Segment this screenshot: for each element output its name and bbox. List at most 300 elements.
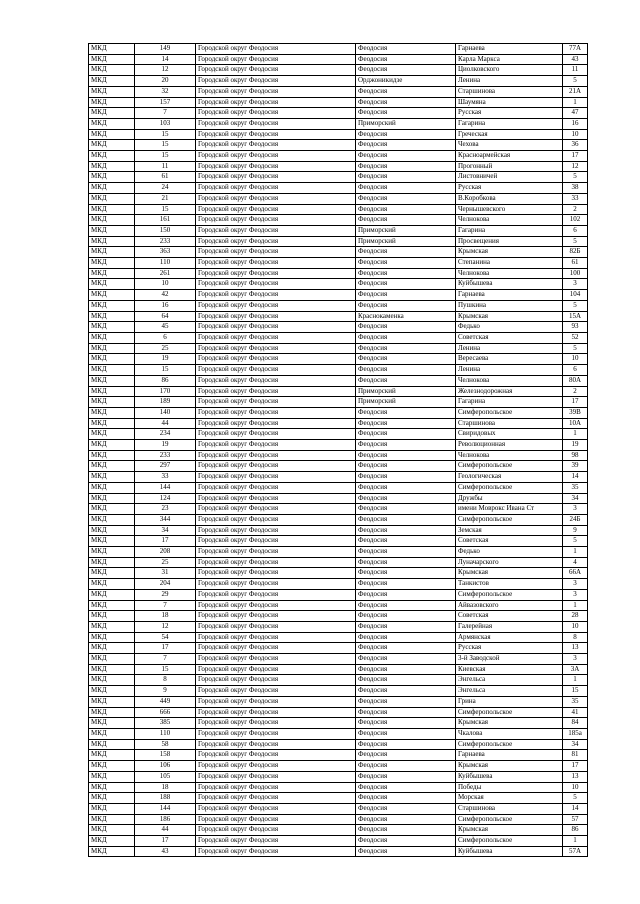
house-cell: 3 (563, 654, 588, 665)
table-row (89, 782, 588, 793)
house-cell: 10 (563, 129, 588, 140)
type-cell: МКД (89, 718, 135, 729)
type-cell: МКД (89, 632, 135, 643)
table-row (89, 793, 588, 804)
house-cell: 93 (563, 322, 588, 333)
street-cell: Гагарина (456, 225, 563, 236)
street-cell: Симферопольское (456, 739, 563, 750)
street-cell: Ленина (456, 76, 563, 87)
number-cell: 6 (135, 332, 196, 343)
number-cell: 157 (135, 97, 196, 108)
number-cell: 19 (135, 354, 196, 365)
number-cell: 20 (135, 76, 196, 87)
type-cell: МКД (89, 568, 135, 579)
type-cell: МКД (89, 375, 135, 386)
locality-cell: Феодосия (356, 354, 456, 365)
number-cell: 19 (135, 440, 196, 451)
house-cell: 15 (563, 686, 588, 697)
house-cell: 35 (563, 482, 588, 493)
locality-cell: Феодосия (356, 761, 456, 772)
table-row (89, 525, 588, 536)
number-cell: 17 (135, 836, 196, 847)
house-cell: 10 (563, 782, 588, 793)
district-cell: Городской округ Феодосия (196, 654, 356, 665)
number-cell: 25 (135, 557, 196, 568)
street-cell: Айвазовского (456, 600, 563, 611)
house-cell: 80А (563, 375, 588, 386)
locality-cell: Феодосия (356, 643, 456, 654)
district-cell: Городской округ Феодосия (196, 215, 356, 226)
number-cell: 297 (135, 461, 196, 472)
house-cell: 185а (563, 729, 588, 740)
locality-cell: Феодосия (356, 782, 456, 793)
table-row (89, 268, 588, 279)
house-cell: 82Б (563, 247, 588, 258)
street-cell: Куйбышева (456, 846, 563, 857)
locality-cell: Феодосия (356, 836, 456, 847)
district-cell: Городской округ Феодосия (196, 236, 356, 247)
type-cell: МКД (89, 664, 135, 675)
number-cell: 9 (135, 686, 196, 697)
district-cell: Городской округ Феодосия (196, 429, 356, 440)
house-cell: 86 (563, 825, 588, 836)
type-cell: МКД (89, 129, 135, 140)
house-cell: 66А (563, 568, 588, 579)
locality-cell: Феодосия (356, 611, 456, 622)
type-cell: МКД (89, 225, 135, 236)
house-cell: 3 (563, 589, 588, 600)
number-cell: 44 (135, 418, 196, 429)
number-cell: 15 (135, 204, 196, 215)
type-cell: МКД (89, 236, 135, 247)
house-cell: 13 (563, 771, 588, 782)
district-cell: Городской округ Феодосия (196, 225, 356, 236)
table-row (89, 739, 588, 750)
number-cell: 14 (135, 54, 196, 65)
street-cell: Энгельса (456, 686, 563, 697)
table-row (89, 589, 588, 600)
number-cell: 261 (135, 268, 196, 279)
number-cell: 150 (135, 225, 196, 236)
locality-cell: Феодосия (356, 729, 456, 740)
type-cell: МКД (89, 279, 135, 290)
house-cell: 38 (563, 183, 588, 194)
number-cell: 15 (135, 365, 196, 376)
type-cell: МКД (89, 504, 135, 515)
house-cell: 1 (563, 600, 588, 611)
street-cell: Симферопольское (456, 589, 563, 600)
locality-cell: Феодосия (356, 621, 456, 632)
street-cell: Симферопольское (456, 707, 563, 718)
district-cell: Городской округ Феодосия (196, 332, 356, 343)
street-cell: Луначарского (456, 557, 563, 568)
type-cell: МКД (89, 654, 135, 665)
house-cell: 14 (563, 803, 588, 814)
house-cell: 6 (563, 225, 588, 236)
number-cell: 161 (135, 215, 196, 226)
district-cell: Городской округ Феодосия (196, 247, 356, 258)
district-cell: Городской округ Феодосия (196, 76, 356, 87)
district-cell: Городской округ Феодосия (196, 718, 356, 729)
table-row (89, 461, 588, 472)
house-cell: 10 (563, 621, 588, 632)
house-cell: 6 (563, 365, 588, 376)
district-cell: Городской округ Феодосия (196, 750, 356, 761)
number-cell: 233 (135, 236, 196, 247)
type-cell: МКД (89, 696, 135, 707)
number-cell: 17 (135, 643, 196, 654)
table-row (89, 557, 588, 568)
district-cell: Городской округ Феодосия (196, 514, 356, 525)
district-cell: Городской округ Феодосия (196, 204, 356, 215)
house-cell: 5 (563, 300, 588, 311)
street-cell: Русская (456, 108, 563, 119)
locality-cell: Феодосия (356, 493, 456, 504)
house-cell: 47 (563, 108, 588, 119)
locality-cell: Феодосия (356, 332, 456, 343)
number-cell: 58 (135, 739, 196, 750)
locality-cell: Феодосия (356, 97, 456, 108)
table-row (89, 258, 588, 269)
type-cell: МКД (89, 675, 135, 686)
type-cell: МКД (89, 44, 135, 55)
district-cell: Городской округ Феодосия (196, 472, 356, 483)
type-cell: МКД (89, 525, 135, 536)
table-row (89, 621, 588, 632)
house-cell: 39 (563, 461, 588, 472)
number-cell: 234 (135, 429, 196, 440)
street-cell: Челнокова (456, 215, 563, 226)
locality-cell: Феодосия (356, 172, 456, 183)
district-cell: Городской округ Феодосия (196, 86, 356, 97)
house-cell: 16 (563, 118, 588, 129)
street-cell: Морская (456, 793, 563, 804)
street-cell: Чкалова (456, 729, 563, 740)
type-cell: МКД (89, 429, 135, 440)
table-row (89, 236, 588, 247)
house-cell: 104 (563, 290, 588, 301)
locality-cell: Феодосия (356, 514, 456, 525)
table-row (89, 322, 588, 333)
number-cell: 103 (135, 118, 196, 129)
type-cell: МКД (89, 300, 135, 311)
district-cell: Городской округ Феодосия (196, 643, 356, 654)
locality-cell: Феодосия (356, 183, 456, 194)
table-row (89, 803, 588, 814)
district-cell: Городской округ Феодосия (196, 54, 356, 65)
district-cell: Городской округ Феодосия (196, 118, 356, 129)
street-cell: Степанина (456, 258, 563, 269)
type-cell: МКД (89, 258, 135, 269)
street-cell: Симферопольское (456, 461, 563, 472)
table-row (89, 204, 588, 215)
table-row (89, 600, 588, 611)
house-cell: 3 (563, 504, 588, 515)
table-row (89, 482, 588, 493)
locality-cell: Феодосия (356, 440, 456, 451)
house-cell: 5 (563, 536, 588, 547)
table-row (89, 407, 588, 418)
number-cell: 54 (135, 632, 196, 643)
locality-cell: Феодосия (356, 579, 456, 590)
number-cell: 21 (135, 193, 196, 204)
locality-cell: Феодосия (356, 718, 456, 729)
district-cell: Городской округ Феодосия (196, 664, 356, 675)
house-cell: 98 (563, 450, 588, 461)
district-cell: Городской округ Феодосия (196, 375, 356, 386)
house-cell: 12 (563, 161, 588, 172)
district-cell: Городской округ Феодосия (196, 279, 356, 290)
type-cell: МКД (89, 140, 135, 151)
street-cell: Победы (456, 782, 563, 793)
district-cell: Городской округ Феодосия (196, 729, 356, 740)
locality-cell: Феодосия (356, 632, 456, 643)
house-cell: 1 (563, 429, 588, 440)
locality-cell: Краснокаменка (356, 311, 456, 322)
type-cell: МКД (89, 836, 135, 847)
number-cell: 15 (135, 140, 196, 151)
street-cell: Прогонный (456, 161, 563, 172)
street-cell: Свиридовых (456, 429, 563, 440)
district-cell: Городской округ Феодосия (196, 525, 356, 536)
table-row (89, 729, 588, 740)
type-cell: МКД (89, 65, 135, 76)
number-cell: 170 (135, 386, 196, 397)
type-cell: МКД (89, 493, 135, 504)
table-row (89, 814, 588, 825)
table-row (89, 493, 588, 504)
type-cell: МКД (89, 611, 135, 622)
district-cell: Городской округ Феодосия (196, 354, 356, 365)
district-cell: Городской округ Феодосия (196, 97, 356, 108)
locality-cell: Феодосия (356, 279, 456, 290)
table-row (89, 825, 588, 836)
table-row (89, 472, 588, 483)
table-row (89, 643, 588, 654)
type-cell: МКД (89, 322, 135, 333)
street-cell: Русская (456, 643, 563, 654)
house-cell: 61 (563, 258, 588, 269)
table-row (89, 129, 588, 140)
table-row (89, 696, 588, 707)
number-cell: 363 (135, 247, 196, 258)
type-cell: МКД (89, 354, 135, 365)
locality-cell: Феодосия (356, 525, 456, 536)
type-cell: МКД (89, 589, 135, 600)
table-row (89, 375, 588, 386)
number-cell: 61 (135, 172, 196, 183)
district-cell: Городской округ Феодосия (196, 161, 356, 172)
street-cell: Крымская (456, 568, 563, 579)
street-cell: Грина (456, 696, 563, 707)
house-cell: 77А (563, 44, 588, 55)
district-cell: Городской округ Феодосия (196, 397, 356, 408)
district-cell: Городской округ Феодосия (196, 440, 356, 451)
table-row (89, 54, 588, 65)
locality-cell: Феодосия (356, 44, 456, 55)
locality-cell: Феодосия (356, 407, 456, 418)
street-cell: Чехова (456, 140, 563, 151)
locality-cell: Феодосия (356, 472, 456, 483)
house-cell: 100 (563, 268, 588, 279)
type-cell: МКД (89, 814, 135, 825)
street-cell: Геологическая (456, 472, 563, 483)
house-cell: 57 (563, 814, 588, 825)
district-cell: Городской округ Феодосия (196, 771, 356, 782)
number-cell: 158 (135, 750, 196, 761)
street-cell: Земская (456, 525, 563, 536)
house-cell: 36 (563, 140, 588, 151)
type-cell: МКД (89, 600, 135, 611)
type-cell: МКД (89, 450, 135, 461)
locality-cell: Феодосия (356, 193, 456, 204)
table-row (89, 568, 588, 579)
district-cell: Городской округ Феодосия (196, 675, 356, 686)
district-cell: Городской округ Феодосия (196, 696, 356, 707)
table-row (89, 290, 588, 301)
number-cell: 124 (135, 493, 196, 504)
number-cell: 7 (135, 654, 196, 665)
locality-cell: Феодосия (356, 589, 456, 600)
district-cell: Городской округ Феодосия (196, 140, 356, 151)
table-row (89, 354, 588, 365)
house-cell: 5 (563, 236, 588, 247)
type-cell: МКД (89, 729, 135, 740)
house-cell: 81 (563, 750, 588, 761)
street-cell: 3-й Заводской (456, 654, 563, 665)
district-cell: Городской округ Феодосия (196, 504, 356, 515)
locality-cell: Феодосия (356, 568, 456, 579)
number-cell: 25 (135, 343, 196, 354)
street-cell: Крымская (456, 718, 563, 729)
district-cell: Городской округ Феодосия (196, 557, 356, 568)
district-cell: Городской округ Феодосия (196, 846, 356, 857)
table-row (89, 215, 588, 226)
locality-cell: Феодосия (356, 654, 456, 665)
locality-cell: Феодосия (356, 846, 456, 857)
table-row (89, 504, 588, 515)
locality-cell: Феодосия (356, 322, 456, 333)
number-cell: 10 (135, 279, 196, 290)
house-cell: 34 (563, 493, 588, 504)
street-cell: Железнодорожная (456, 386, 563, 397)
district-cell: Городской округ Феодосия (196, 65, 356, 76)
table-row (89, 44, 588, 55)
type-cell: МКД (89, 290, 135, 301)
street-cell: Революционная (456, 440, 563, 451)
street-cell: Листовничей (456, 172, 563, 183)
street-cell: Крымская (456, 825, 563, 836)
street-cell: Киевская (456, 664, 563, 675)
district-cell: Городской округ Феодосия (196, 568, 356, 579)
house-cell: 5 (563, 793, 588, 804)
table-row (89, 343, 588, 354)
type-cell: МКД (89, 193, 135, 204)
number-cell: 140 (135, 407, 196, 418)
house-cell: 57А (563, 846, 588, 857)
table-row (89, 750, 588, 761)
table-row (89, 118, 588, 129)
locality-cell: Феодосия (356, 365, 456, 376)
district-cell: Городской округ Феодосия (196, 129, 356, 140)
number-cell: 34 (135, 525, 196, 536)
street-cell: Куйбышева (456, 771, 563, 782)
type-cell: МКД (89, 514, 135, 525)
number-cell: 233 (135, 450, 196, 461)
table-row (89, 664, 588, 675)
type-cell: МКД (89, 407, 135, 418)
house-cell: 24Б (563, 514, 588, 525)
table-row (89, 311, 588, 322)
house-cell: 34 (563, 739, 588, 750)
number-cell: 23 (135, 504, 196, 515)
table-row (89, 151, 588, 162)
district-cell: Городской округ Феодосия (196, 322, 356, 333)
table-row (89, 365, 588, 376)
locality-cell: Феодосия (356, 461, 456, 472)
type-cell: МКД (89, 761, 135, 772)
number-cell: 24 (135, 183, 196, 194)
street-cell: Челнокова (456, 268, 563, 279)
street-cell: Челнокова (456, 450, 563, 461)
type-cell: МКД (89, 643, 135, 654)
locality-cell: Феодосия (356, 803, 456, 814)
locality-cell: Феодосия (356, 86, 456, 97)
locality-cell: Феодосия (356, 771, 456, 782)
locality-cell: Феодосия (356, 54, 456, 65)
district-cell: Городской округ Феодосия (196, 589, 356, 600)
type-cell: МКД (89, 825, 135, 836)
district-cell: Городской округ Феодосия (196, 547, 356, 558)
locality-cell: Феодосия (356, 750, 456, 761)
street-cell: Куйбышева (456, 279, 563, 290)
type-cell: МКД (89, 172, 135, 183)
street-cell: Крымская (456, 761, 563, 772)
street-cell: Циолковского (456, 65, 563, 76)
locality-cell: Феодосия (356, 504, 456, 515)
number-cell: 12 (135, 621, 196, 632)
street-cell: Пушкина (456, 300, 563, 311)
table-row (89, 654, 588, 665)
type-cell: МКД (89, 183, 135, 194)
type-cell: МКД (89, 771, 135, 782)
house-cell: 1 (563, 547, 588, 558)
street-cell: Ленина (456, 343, 563, 354)
type-cell: МКД (89, 686, 135, 697)
house-cell: 102 (563, 215, 588, 226)
type-cell: МКД (89, 579, 135, 590)
type-cell: МКД (89, 707, 135, 718)
street-cell: Ленина (456, 365, 563, 376)
street-cell: Гарнаева (456, 44, 563, 55)
number-cell: 204 (135, 579, 196, 590)
locality-cell: Орджоникидзе (356, 76, 456, 87)
street-cell: Греческая (456, 129, 563, 140)
district-cell: Городской округ Феодосия (196, 450, 356, 461)
number-cell: 189 (135, 397, 196, 408)
house-cell: 15А (563, 311, 588, 322)
house-cell: 35 (563, 696, 588, 707)
street-cell: Карла Маркса (456, 54, 563, 65)
table-row (89, 183, 588, 194)
street-cell: Просвещения (456, 236, 563, 247)
type-cell: МКД (89, 108, 135, 119)
number-cell: 666 (135, 707, 196, 718)
table-row (89, 140, 588, 151)
table-row (89, 761, 588, 772)
district-cell: Городской округ Феодосия (196, 482, 356, 493)
house-cell: 4 (563, 557, 588, 568)
